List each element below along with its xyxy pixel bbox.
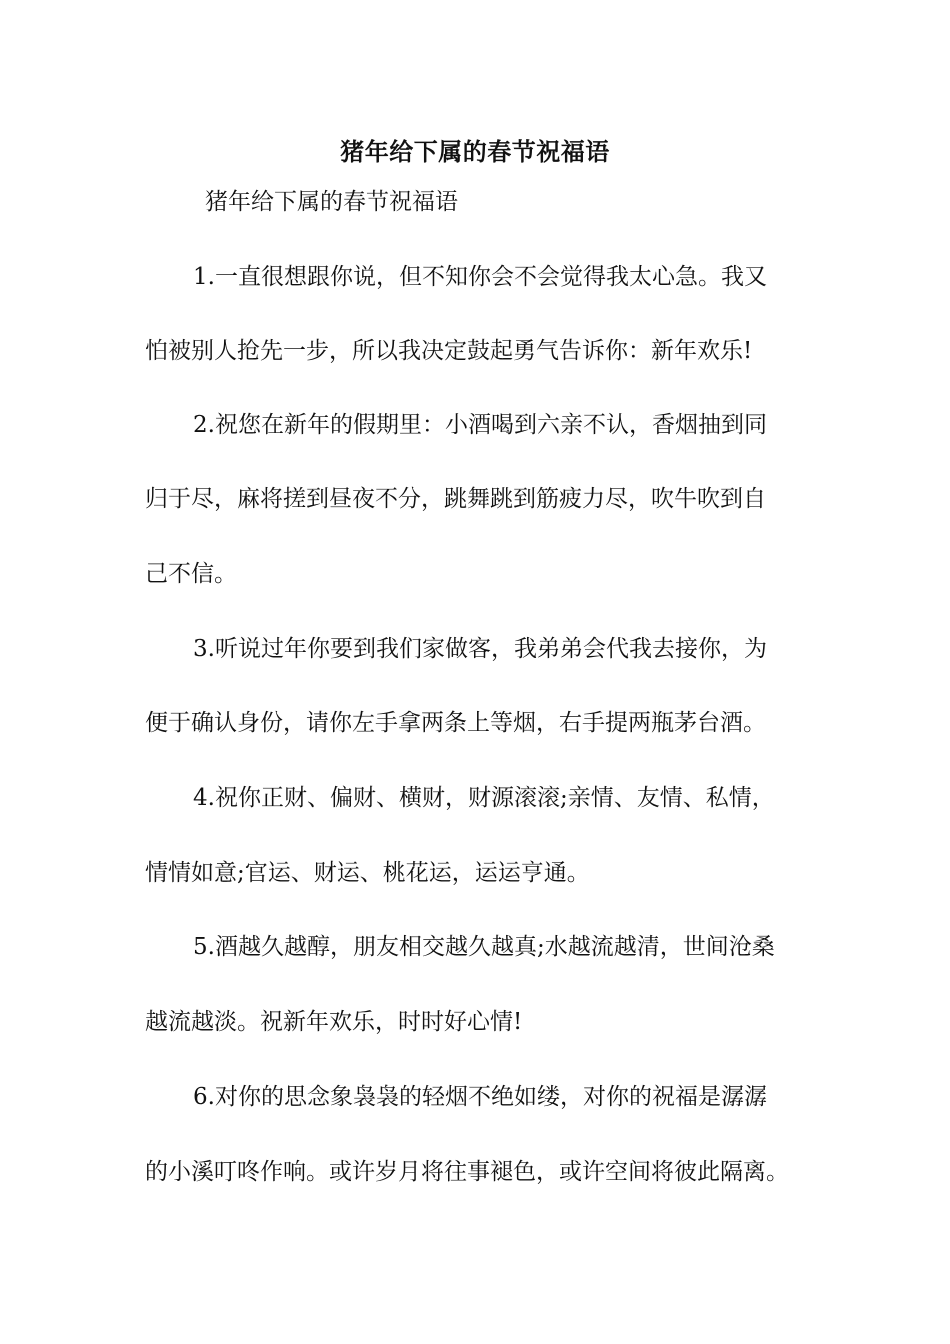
paragraph-line: 1.一直很想跟你说，但不知你会不会觉得我太心急。我又: [193, 264, 767, 290]
paragraph-line: 6.对你的思念象袅袅的轻烟不绝如缕，对你的祝福是潺潺: [193, 1084, 767, 1110]
paragraph-line: 的小溪叮咚作响。或许岁月将往事褪色，或许空间将彼此隔离。: [145, 1159, 789, 1185]
paragraph-line: 归于尽，麻将搓到昼夜不分，跳舞跳到筋疲力尽，吹牛吹到自: [145, 486, 766, 512]
paragraph-line: 便于确认身份，请你左手拿两条上等烟，右手提两瓶茅台酒。: [145, 710, 766, 736]
paragraph-line: 3.听说过年你要到我们家做客，我弟弟会代我去接你，为: [193, 636, 767, 662]
paragraph-line: 怕被别人抢先一步，所以我决定鼓起勇气告诉你：新年欢乐!: [145, 338, 753, 364]
paragraph-line: 4.祝你正财、偏财、横财，财源滚滚;亲情、友情、私情，: [193, 785, 775, 811]
page-title: 猪年给下属的春节祝福语: [340, 137, 610, 166]
paragraph-line: 情情如意;官运、财运、桃花运，运运亨通。: [145, 860, 590, 886]
paragraph-line: 己不信。: [145, 561, 237, 587]
paragraph-line: 越流越淡。祝新年欢乐，时时好心情!: [145, 1009, 523, 1035]
paragraph-line: 2.祝您在新年的假期里：小酒喝到六亲不认，香烟抽到同: [193, 412, 767, 438]
paragraph-line: 5.酒越久越醇，朋友相交越久越真;水越流越清，世间沧桑: [193, 934, 775, 960]
document-subtitle: 猪年给下属的春节祝福语: [205, 189, 458, 215]
